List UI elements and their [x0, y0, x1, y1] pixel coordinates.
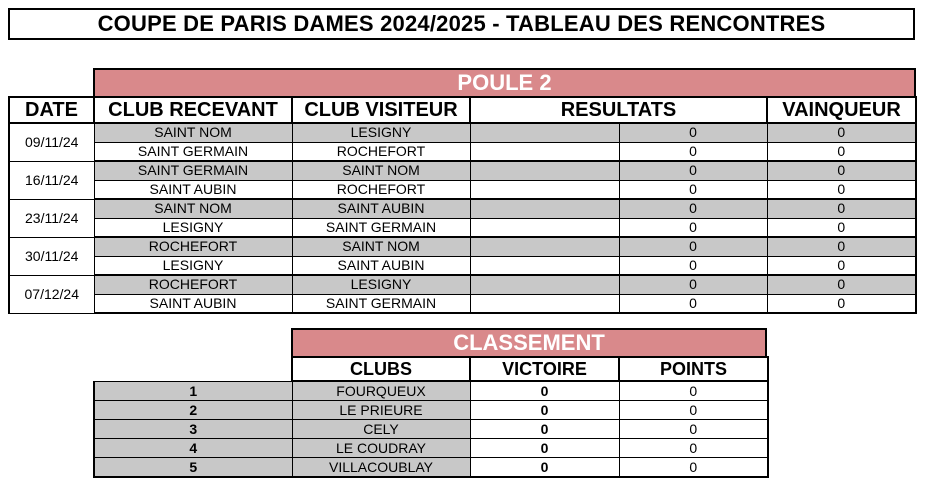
pool-banner: POULE 2	[93, 68, 916, 96]
standings-row	[94, 439, 768, 458]
match-row	[9, 256, 916, 275]
result-score-cell	[470, 275, 619, 294]
winner-cell: 0	[767, 180, 916, 199]
result-score-cell	[470, 218, 619, 237]
result-cell: 0	[619, 199, 767, 218]
match-row	[9, 123, 916, 142]
winner-cell: 0	[767, 256, 916, 275]
result-cell: 0	[619, 180, 767, 199]
standings-body	[94, 381, 768, 477]
away-club-header: CLUB VISITEUR	[292, 97, 470, 123]
home-club-cell: ROCHEFORT	[94, 237, 292, 256]
result-cell: 0	[619, 294, 767, 313]
winner-cell: 0	[767, 161, 916, 180]
home-club-cell: LESIGNY	[94, 218, 292, 237]
result-cell: 0	[619, 256, 767, 275]
away-club-cell: ROCHEFORT	[292, 180, 470, 199]
match-date: 23/11/24	[9, 199, 94, 237]
home-club-header: CLUB RECEVANT	[94, 97, 292, 123]
winner-cell: 0	[767, 237, 916, 256]
points-cell: 0	[619, 381, 768, 401]
wins-header: VICTOIRE	[470, 357, 619, 381]
away-club-cell: SAINT AUBIN	[292, 199, 470, 218]
match-date: 09/11/24	[9, 123, 94, 161]
rank-cell: 4	[94, 439, 292, 458]
match-row	[9, 142, 916, 161]
result-score-cell	[470, 256, 619, 275]
result-score-cell	[470, 142, 619, 161]
home-club-cell: SAINT AUBIN	[94, 294, 292, 313]
result-score-cell	[470, 161, 619, 180]
winner-cell: 0	[767, 142, 916, 161]
match-row	[9, 275, 916, 294]
result-score-cell	[470, 123, 619, 142]
home-club-cell: LESIGNY	[94, 256, 292, 275]
match-row	[9, 218, 916, 237]
club-name-cell: LE PRIEURE	[292, 401, 470, 420]
match-schedule-table	[8, 96, 917, 314]
results-header: RESULTATS	[470, 97, 767, 123]
wins-cell: 0	[470, 381, 619, 401]
home-club-cell: SAINT GERMAIN	[94, 161, 292, 180]
result-score-cell	[470, 180, 619, 199]
winner-cell: 0	[767, 294, 916, 313]
result-cell: 0	[619, 237, 767, 256]
away-club-cell: SAINT NOM	[292, 237, 470, 256]
wins-cell: 0	[470, 439, 619, 458]
match-row	[9, 180, 916, 199]
standings-header-row	[94, 357, 768, 381]
schedule-header-row	[9, 97, 916, 123]
away-club-cell: LESIGNY	[292, 275, 470, 294]
match-row	[9, 294, 916, 313]
away-club-cell: SAINT GERMAIN	[292, 294, 470, 313]
away-club-cell: SAINT NOM	[292, 161, 470, 180]
points-cell: 0	[619, 420, 768, 439]
match-date: 30/11/24	[9, 237, 94, 275]
result-cell: 0	[619, 275, 767, 294]
club-name-cell: CELY	[292, 420, 470, 439]
points-cell: 0	[619, 458, 768, 478]
standings-row	[94, 401, 768, 420]
away-club-cell: SAINT GERMAIN	[292, 218, 470, 237]
match-row	[9, 161, 916, 180]
winner-cell: 0	[767, 123, 916, 142]
home-club-cell: SAINT NOM	[94, 199, 292, 218]
points-header: POINTS	[619, 357, 768, 381]
standings-row	[94, 458, 768, 478]
match-date: 07/12/24	[9, 275, 94, 313]
match-row	[9, 237, 916, 256]
points-cell: 0	[619, 401, 768, 420]
result-score-cell	[470, 294, 619, 313]
winner-cell: 0	[767, 275, 916, 294]
match-date: 16/11/24	[9, 161, 94, 199]
rank-cell: 5	[94, 458, 292, 478]
rank-cell: 2	[94, 401, 292, 420]
home-club-cell: SAINT GERMAIN	[94, 142, 292, 161]
date-header: DATE	[9, 97, 94, 123]
standings-banner: CLASSEMENT	[291, 328, 767, 356]
away-club-cell: LESIGNY	[292, 123, 470, 142]
home-club-cell: ROCHEFORT	[94, 275, 292, 294]
club-name-cell: VILLACOUBLAY	[292, 458, 470, 478]
winner-cell: 0	[767, 199, 916, 218]
match-row	[9, 199, 916, 218]
rank-header-blank	[94, 357, 292, 381]
rank-cell: 1	[94, 381, 292, 401]
rank-cell: 3	[94, 420, 292, 439]
standings-table	[93, 356, 769, 478]
points-cell: 0	[619, 439, 768, 458]
result-score-cell	[470, 237, 619, 256]
result-cell: 0	[619, 161, 767, 180]
result-score-cell	[470, 199, 619, 218]
wins-cell: 0	[470, 458, 619, 478]
wins-cell: 0	[470, 420, 619, 439]
page-title: COUPE DE PARIS DAMES 2024/2025 - TABLEAU DES RENCONTRES	[8, 8, 915, 40]
club-name-cell: LE COUDRAY	[292, 439, 470, 458]
result-cell: 0	[619, 218, 767, 237]
winner-cell: 0	[767, 218, 916, 237]
home-club-cell: SAINT AUBIN	[94, 180, 292, 199]
winner-header: VAINQUEUR	[767, 97, 916, 123]
result-cell: 0	[619, 142, 767, 161]
standings-row	[94, 381, 768, 401]
away-club-cell: SAINT AUBIN	[292, 256, 470, 275]
away-club-cell: ROCHEFORT	[292, 142, 470, 161]
standings-row	[94, 420, 768, 439]
clubs-header: CLUBS	[292, 357, 470, 381]
club-name-cell: FOURQUEUX	[292, 381, 470, 401]
home-club-cell: SAINT NOM	[94, 123, 292, 142]
wins-cell: 0	[470, 401, 619, 420]
schedule-body	[9, 123, 916, 313]
result-cell: 0	[619, 123, 767, 142]
